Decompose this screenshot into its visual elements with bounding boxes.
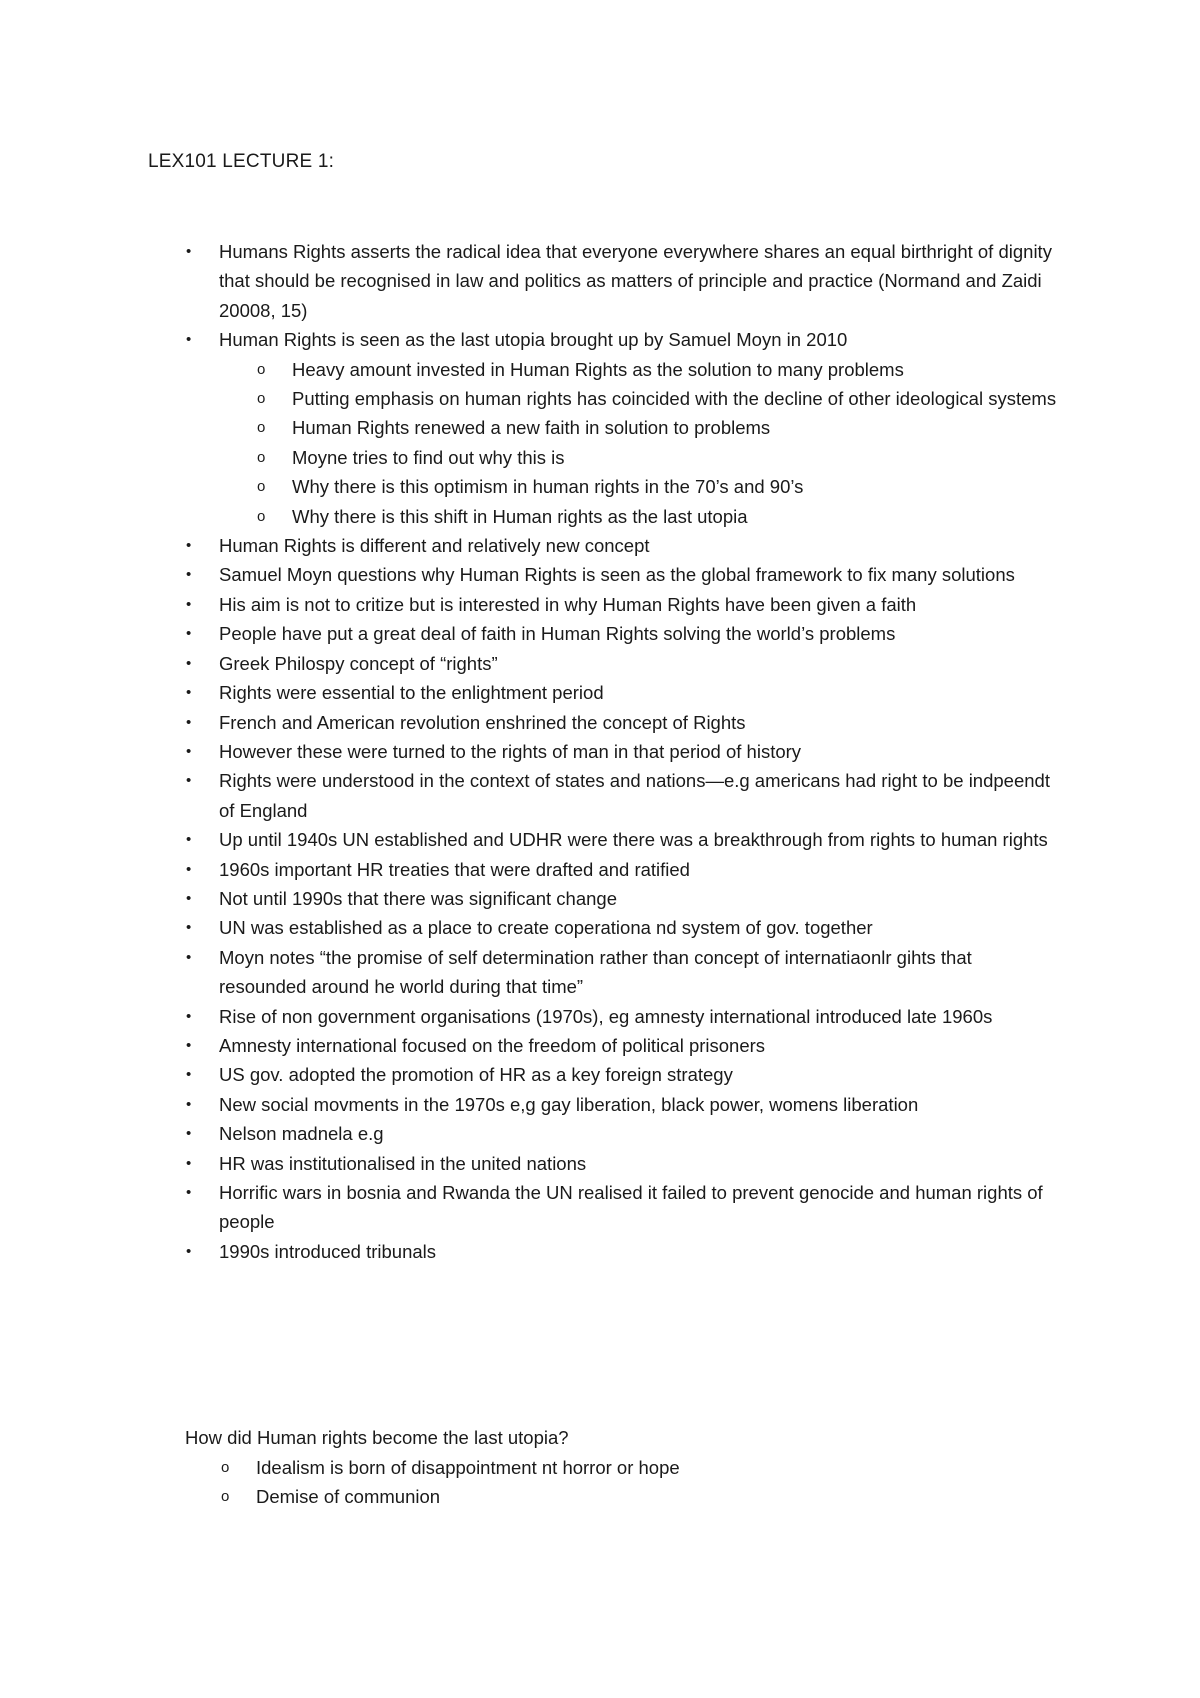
circle-bullet-icon: o <box>257 360 266 378</box>
sub-list-item <box>257 384 1060 413</box>
sub-list-item <box>257 413 1060 442</box>
list-item-text: Human Rights is seen as the last utopia brought up by Samuel Moyn in 2010 <box>219 329 848 351</box>
list-item-text: Human Rights is different and relatively new concept <box>219 535 650 557</box>
sub-list-item-text: Heavy amount invested in Human Rights as the solution to many problems <box>292 358 904 380</box>
sub-list-item <box>257 443 1060 472</box>
sub-list-item-text: Putting emphasis on human rights has coincided with the decline of other ideological systems <box>292 388 1057 410</box>
section-list-item <box>0 1453 1200 1482</box>
bullet-icon: • <box>186 1125 192 1143</box>
sub-list-item-text: Why there is this optimism in human rights in the 70’s and 90’s <box>292 476 804 498</box>
list-item <box>0 1031 1200 1060</box>
section-heading: How did Human rights become the last utopia? <box>185 1427 569 1448</box>
bullet-icon: • <box>186 1036 192 1054</box>
list-item-text: Amnesty international focused on the freedom of political prisoners <box>219 1034 766 1056</box>
list-item <box>0 649 1200 678</box>
list-item-text: French and American revolution enshrined the concept of Rights <box>219 711 746 733</box>
list-item <box>0 1149 1200 1178</box>
list-item-text: Horrific wars in bosnia and Rwanda the UN realised it failed to prevent genocide and human rights of people <box>219 1182 1043 1233</box>
bullet-icon: • <box>186 1066 192 1084</box>
list-item <box>0 913 1200 942</box>
sub-list-item-text: Human Rights renewed a new faith in solution to problems <box>292 417 771 439</box>
bullet-icon: • <box>186 654 192 672</box>
bullet-icon: • <box>186 889 192 907</box>
list-item <box>0 1119 1200 1148</box>
bullet-icon: • <box>186 566 192 584</box>
section-list-item <box>0 1482 1200 1511</box>
list-item <box>0 884 1200 913</box>
list-item <box>0 1178 1200 1237</box>
list-item <box>0 855 1200 884</box>
circle-bullet-icon: o <box>257 478 266 496</box>
list-item-text: Greek Philospy concept of “rights” <box>219 652 498 674</box>
circle-bullet-icon: o <box>257 390 266 408</box>
list-item <box>0 531 1200 560</box>
list-item-text: Rise of non government organisations (1970s), eg amnesty international introduced late 1960s <box>219 1005 993 1027</box>
list-item-text: Up until 1940s UN established and UDHR were there was a breakthrough from rights to human rights <box>219 829 1048 851</box>
list-item-text: However these were turned to the rights of man in that period of history <box>219 740 802 762</box>
circle-bullet-icon: o <box>257 419 266 437</box>
circle-bullet-icon: o <box>257 507 266 525</box>
list-item <box>0 237 1200 325</box>
list-item <box>0 560 1200 589</box>
list-item <box>0 943 1200 1002</box>
bullet-icon: • <box>186 772 192 790</box>
list-item-text: 1960s important HR treaties that were drafted and ratified <box>219 858 690 880</box>
list-item-text: Rights were understood in the context of states and nations—e.g americans had right to be indpeendt of England <box>219 770 1050 821</box>
list-item <box>0 737 1200 766</box>
list-item-text: His aim is not to critize but is interested in why Human Rights have been given a faith <box>219 593 917 615</box>
bullet-icon: • <box>186 684 192 702</box>
bullet-icon: • <box>186 1095 192 1113</box>
sub-list <box>219 355 1060 531</box>
list-item <box>0 590 1200 619</box>
list-item <box>0 1060 1200 1089</box>
circle-bullet-icon: o <box>221 1459 230 1476</box>
list-item <box>0 1002 1200 1031</box>
bullet-icon: • <box>186 948 192 966</box>
bullet-icon: • <box>186 742 192 760</box>
bullet-icon: • <box>186 331 192 349</box>
sub-list-item-text: Why there is this shift in Human rights as the last utopia <box>292 505 748 527</box>
bullet-icon: • <box>186 537 192 555</box>
list-item <box>0 825 1200 854</box>
bullet-icon: • <box>186 1154 192 1172</box>
bullet-icon: • <box>186 713 192 731</box>
document-title: LEX101 LECTURE 1: <box>148 151 335 172</box>
bullet-icon: • <box>186 1184 192 1201</box>
bullet-icon: • <box>186 595 192 613</box>
list-item-text: 1990s introduced tribunals <box>219 1240 437 1262</box>
list-item-text: Humans Rights asserts the radical idea that everyone everywhere shares an equal birthright of dignity that should be recognised in law and politics as matters of principle and practice (Normand and Zaidi 20008, 15) <box>219 241 1052 321</box>
list-item-text: HR was institutionalised in the united nations <box>219 1152 587 1174</box>
list-item-text: Not until 1990s that there was significant change <box>219 887 617 909</box>
bullet-list <box>0 237 1200 1266</box>
bullet-icon: • <box>186 1242 192 1260</box>
section-list-item-text: Idealism is born of disappointment nt horror or hope <box>256 1457 680 1478</box>
list-item <box>0 678 1200 707</box>
section-list <box>0 1453 1200 1512</box>
bullet-icon: • <box>186 625 192 643</box>
list-item-text: US gov. adopted the promotion of HR as a key foreign strategy <box>219 1064 733 1086</box>
bullet-icon: • <box>186 243 192 260</box>
sub-list-item <box>257 472 1060 501</box>
sub-list-item <box>257 355 1060 384</box>
sub-list-item <box>257 502 1060 531</box>
bullet-icon: • <box>186 831 192 849</box>
list-item-text: Samuel Moyn questions why Human Rights is seen as the global framework to fix many solutions <box>219 564 1015 586</box>
list-item <box>0 619 1200 648</box>
list-item-text: Moyn notes “the promise of self determination rather than concept of internatiaonlr gihts that resounded around he world during that time” <box>219 946 972 998</box>
list-item <box>0 1090 1200 1119</box>
bullet-icon: • <box>186 860 192 878</box>
circle-bullet-icon: o <box>257 448 266 466</box>
list-item <box>0 708 1200 737</box>
list-item <box>0 766 1200 825</box>
list-item <box>0 325 1200 531</box>
list-item-text: New social movments in the 1970s e,g gay liberation, black power, womens liberation <box>219 1093 919 1115</box>
list-item-text: Rights were essential to the enlightment period <box>219 682 604 704</box>
sub-list-item-text: Moyne tries to find out why this is <box>292 446 565 468</box>
section-list-item-text: Demise of communion <box>256 1486 441 1508</box>
circle-bullet-icon: o <box>221 1488 230 1506</box>
bullet-icon: • <box>186 1007 192 1025</box>
list-item-text: People have put a great deal of faith in Human Rights solving the world’s problems <box>219 623 896 645</box>
list-item-text: Nelson madnela e.g <box>219 1123 384 1145</box>
list-item <box>0 1237 1200 1266</box>
list-item-text: UN was established as a place to create coperationa nd system of gov. together <box>219 917 873 939</box>
bullet-icon: • <box>186 919 192 937</box>
